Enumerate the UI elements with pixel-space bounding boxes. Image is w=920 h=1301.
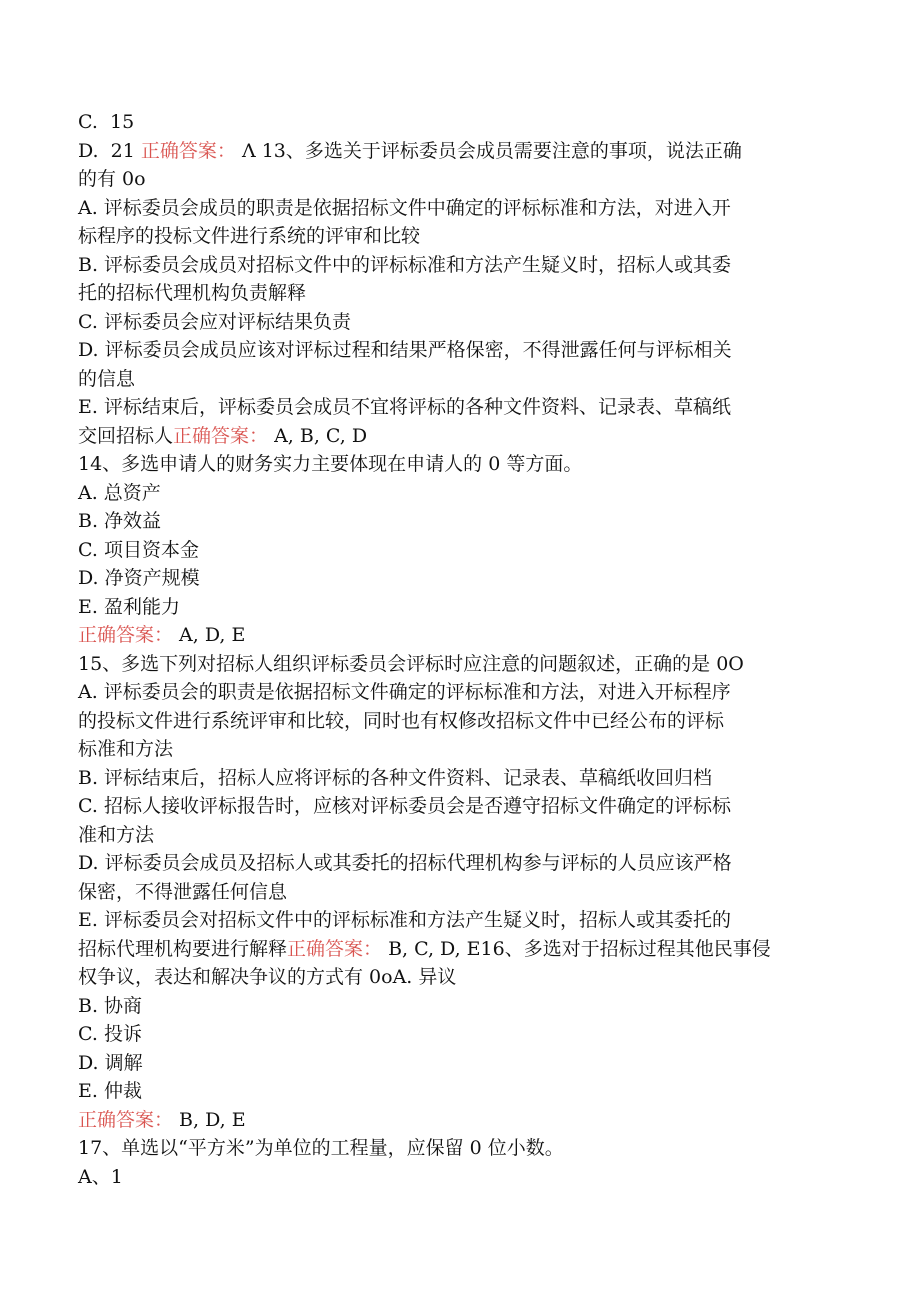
answer-label: 正确答案：: [287, 937, 383, 960]
text-segment: C. 项目资本金: [78, 538, 199, 561]
text-segment: D. 评标委员会成员应该对评标过程和结果严格保密，不得泄露任何与评标相关: [78, 339, 732, 361]
text-line: [78, 194, 838, 223]
text-segment: 保密，不得泄露任何信息: [78, 880, 288, 903]
text-line: [78, 222, 838, 251]
text-line: [78, 1106, 838, 1135]
text-segment: A, B, C, D: [268, 424, 368, 447]
text-segment: C. 评标委员会应对评标结果负责: [78, 310, 351, 333]
text-segment: B, D, E: [173, 1108, 246, 1131]
text-line: [78, 963, 838, 992]
text-segment: E. 仲裁: [78, 1080, 142, 1102]
text-line: [78, 308, 838, 337]
answer-label: 正确答案：: [78, 624, 174, 646]
document-body: [78, 108, 838, 1191]
text-segment: 17、单选以“平方米”为单位的工程量，应保留 0 位小数。: [78, 1137, 564, 1159]
text-segment: C. 15: [78, 111, 135, 133]
text-segment: 准和方法: [78, 823, 155, 846]
text-line: [78, 422, 838, 451]
text-segment: A. 总资产: [78, 481, 161, 504]
text-segment: 标程序的投标文件进行系统的评审和比较: [78, 225, 421, 247]
text-line: [78, 1077, 838, 1106]
text-segment: 15、多选下列对招标人组织评标委员会评标时应注意的问题叙述，正确的是 0O: [78, 652, 744, 675]
text-segment: 招标代理机构要进行解释: [78, 937, 288, 960]
text-line: [78, 450, 838, 479]
text-line: [78, 1163, 838, 1192]
text-line: [78, 1134, 838, 1163]
text-segment: C. 招标人接收评标报告时，应核对评标委员会是否遵守招标文件确定的评标标: [78, 795, 731, 817]
text-segment: D. 21: [78, 139, 141, 162]
text-segment: 的信息: [78, 367, 136, 390]
answer-label: 正确答案：: [140, 139, 236, 162]
text-segment: 权争议，表达和解决争议的方式有 0oA. 异议: [78, 966, 457, 988]
text-line: [78, 165, 838, 194]
text-line: [78, 621, 838, 650]
text-line: [78, 251, 838, 280]
text-line: [78, 992, 838, 1021]
text-segment: E. 评标结束后，评标委员会成员不宜将评标的各种文件资料、记录表、草稿纸: [78, 396, 731, 418]
text-line: [78, 792, 838, 821]
text-line: [78, 1020, 838, 1049]
text-segment: 托的招标代理机构负责解释: [78, 282, 307, 304]
text-line: [78, 1049, 838, 1078]
text-line: [78, 593, 838, 622]
text-segment: C. 投诉: [78, 1023, 142, 1045]
text-segment: E. 评标委员会对招标文件中的评标标准和方法产生疑义时，招标人或其委托的: [78, 909, 731, 931]
text-line: [78, 536, 838, 565]
text-segment: 交回招标人: [78, 424, 174, 447]
text-segment: D. 净资产规模: [78, 567, 200, 589]
text-line: [78, 650, 838, 679]
text-segment: B. 评标结束后，招标人应将评标的各种文件资料、记录表、草稿纸收回归档: [78, 766, 713, 789]
text-line: [78, 821, 838, 850]
text-line: [78, 393, 838, 422]
text-line: [78, 906, 838, 935]
text-segment: E. 盈利能力: [78, 595, 180, 618]
text-line: [78, 479, 838, 508]
text-segment: A. 评标委员会成员的职责是依据招标文件中确定的评标标准和方法，对进入开: [78, 196, 731, 219]
text-line: [78, 137, 838, 166]
text-line: [78, 764, 838, 793]
text-line: [78, 564, 838, 593]
answer-label: 正确答案：: [78, 1108, 174, 1131]
text-segment: B. 净效益: [78, 510, 162, 532]
text-line: [78, 935, 838, 964]
text-line: [78, 849, 838, 878]
text-segment: D. 评标委员会成员及招标人或其委托的招标代理机构参与评标的人员应该严格: [78, 852, 732, 874]
text-segment: 14、多选申请人的财务实力主要体现在申请人的 0 等方面。: [78, 453, 583, 475]
text-line: [78, 678, 838, 707]
text-line: [78, 878, 838, 907]
text-line: [78, 365, 838, 394]
text-segment: B. 协商: [78, 994, 143, 1017]
text-segment: A. 评标委员会的职责是依据招标文件确定的评标标准和方法，对进入开标程序: [78, 681, 731, 703]
text-line: [78, 707, 838, 736]
answer-label: 正确答案：: [173, 424, 269, 447]
text-line: [78, 108, 838, 137]
text-segment: 的有 0o: [78, 168, 146, 190]
text-segment: 标准和方法: [78, 738, 174, 760]
text-segment: A, D, E: [173, 624, 246, 646]
text-segment: B, C, D, E16、多选对于招标过程其他民事侵: [382, 937, 771, 960]
text-segment: Λ 13、多选关于评标委员会成员需要注意的事项，说法正确: [235, 139, 742, 162]
text-segment: 的投标文件进行系统评审和比较，同时也有权修改招标文件中已经公布的评标: [78, 709, 725, 732]
text-line: [78, 507, 838, 536]
text-segment: D. 调解: [78, 1051, 143, 1074]
text-segment: A、1: [78, 1165, 123, 1188]
text-line: [78, 279, 838, 308]
text-line: [78, 336, 838, 365]
text-line: [78, 735, 838, 764]
text-segment: B. 评标委员会成员对招标文件中的评标标准和方法产生疑义时，招标人或其委: [78, 253, 732, 276]
